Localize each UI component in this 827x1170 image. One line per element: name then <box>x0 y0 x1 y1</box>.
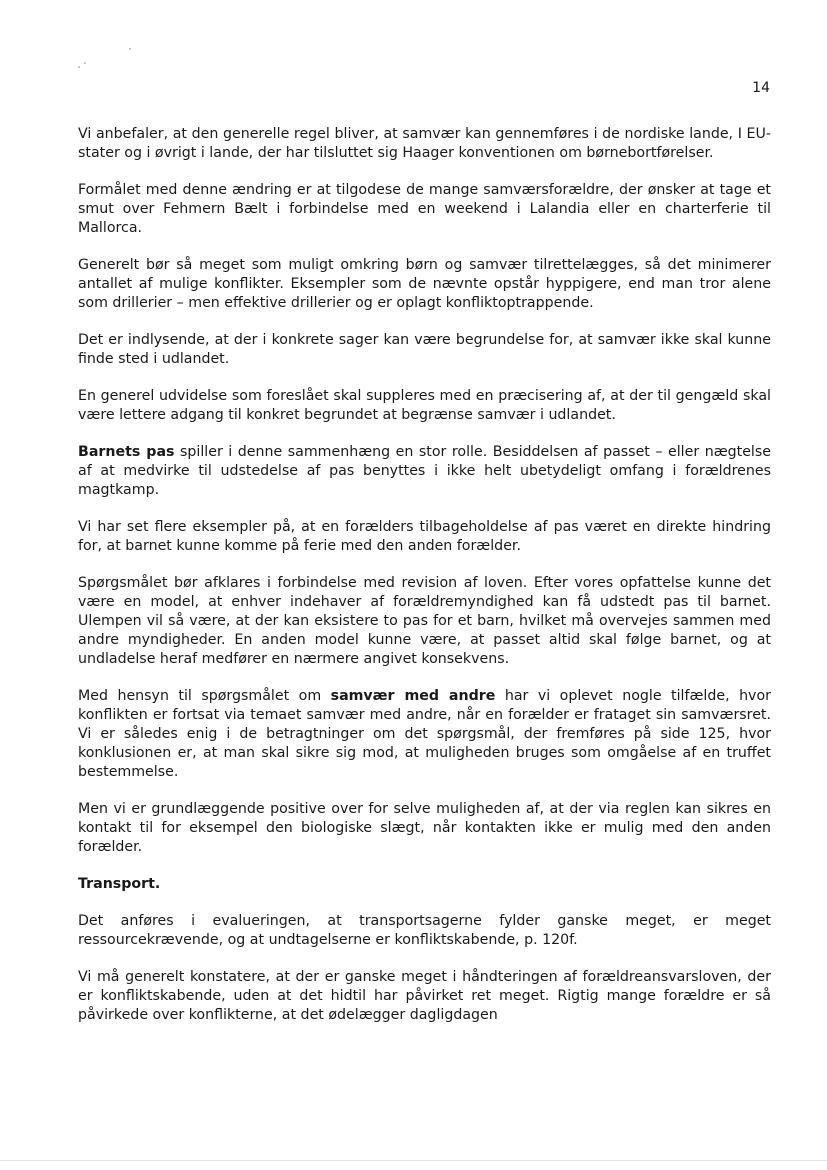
page-number: 14 <box>752 80 770 96</box>
paragraph: Spørgsmålet bør afklares i forbindelse med revision af loven. Efter vores opfattelse kunne det være en model, at enhver indehaver af forældremyndighed kan få udstedt pas til barnet. Ulempen vil så være, at der kan eksistere to pas for et barn, hvilket må overvejes sammen med andre myndigheder. En anden model kunne være, at passet altid skal følge barnet, og at undladelse heraf medfører en nærmere angivet konsekvens. <box>78 575 771 667</box>
paragraph: Det er indlysende, at der i konkrete sager kan være begrundelse for, at samvær ikke skal kunne finde sted i udlandet. <box>78 332 771 367</box>
section-heading-transport: Transport. <box>78 876 161 892</box>
paragraph-text: Med hensyn til spørgsmålet om <box>78 688 331 704</box>
paragraph: En generel udvidelse som foreslået skal suppleres med en præcisering af, at der til gengæld skal være lettere adgang til konkret begrundet at begrænse samvær i udlandet. <box>78 388 771 423</box>
scan-speck <box>129 48 131 50</box>
bold-term-samvaer-med-andre: samvær med andre <box>330 688 496 704</box>
paragraph-text: spiller i denne sammenhæng en stor rolle. Besiddelsen af passet – eller nægtelse af at medvirke til udstedelse af pas benyttes i ikke helt ubetydeligt omfang i forældrenes magtkamp. <box>78 444 771 498</box>
paragraph: Vi anbefaler, at den generelle regel bliver, at samvær kan gennemføres i de nordiske lande, I EU-stater og i øvrigt i lande, der har tilsluttet sig Haager konventionen om børnebortførelser. <box>78 126 771 161</box>
scan-speck <box>84 62 86 64</box>
paragraph-text: har vi oplevet nogle tilfælde, hvor konflikten er fortsat via temaet samvær med andre, når en forælder er frataget sin samværsret. Vi er således enig i de betragtninger om det spørgsmål, der fremføres på side 125, hvor konklusionen er, at man skal sikre sig mod, at muligheden bruges som omgåelse af en truffet bestemmelse. <box>78 688 771 780</box>
paragraph: Men vi er grundlæggende positive over for selve muligheden af, at der via reglen kan sikres en kontakt til for eksempel den biologiske slægt, når kontakten ikke er mulig med den anden forælder. <box>78 801 771 855</box>
paragraph-barnets-pas <box>78 443 771 500</box>
page-bottom-edge <box>0 1160 827 1161</box>
bold-term-barnets-pas: Barnets pas <box>78 444 175 460</box>
scan-speck <box>78 66 80 68</box>
paragraph: Formålet med denne ændring er at tilgodese de mange samværsforældre, der ønsker at tage et smut over Fehmern Bælt i forbindelse med en weekend i Lalandia eller en charterferie til Mallorca. <box>78 182 771 236</box>
paragraph-samvaer-med-andre <box>78 687 771 782</box>
paragraph: Vi har set flere eksempler på, at en forælders tilbageholdelse af pas været en direkte hindring for, at barnet kunne komme på ferie med den anden forælder. <box>78 519 771 554</box>
paragraph: Vi må generelt konstatere, at der er ganske meget i håndteringen af forældreansvarsloven, der er konfliktskabende, uden at det hidtil har påvirket ret meget. Rigtig mange forældre er så påvirkede over konflikterne, at det ødelægger dagligdagen <box>78 969 771 1023</box>
paragraph: Det anføres i evalueringen, at transportsagerne fylder ganske meget, er meget ressourcekrævende, og at undtagelserne er konfliktskabende, p. 120f. <box>78 913 771 948</box>
paragraph: Generelt bør så meget som muligt omkring børn og samvær tilrettelægges, så det minimerer antallet af mulige konflikter. Eksempler som de nævnte opstår hyppigere, end man tror alene som drillerier – men effektive drillerier og er oplagt konfliktoptrappende. <box>78 257 771 311</box>
document-body <box>78 125 771 1025</box>
